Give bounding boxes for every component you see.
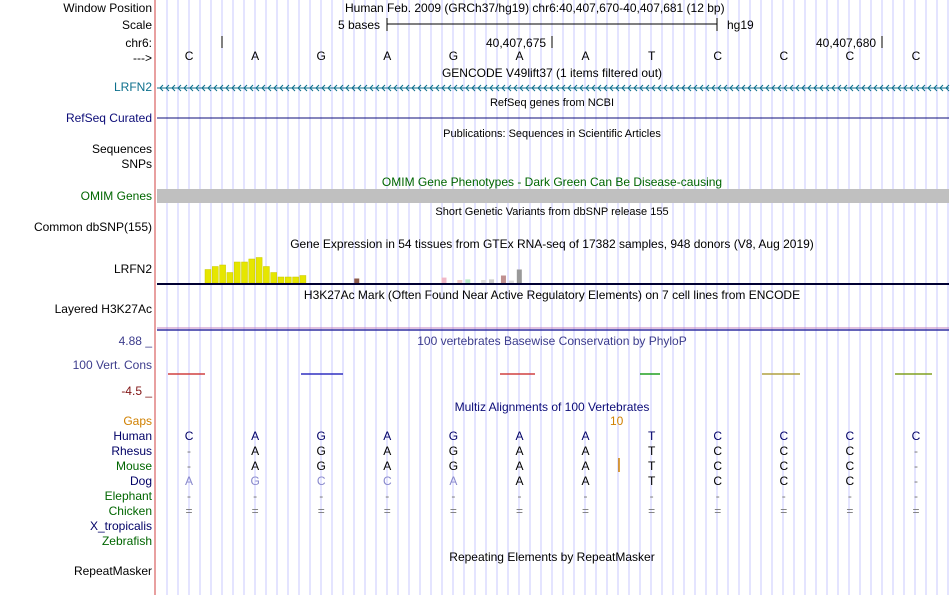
species-label[interactable]: Mouse xyxy=(115,459,152,473)
phylop-track-title: 100 vertebrates Basewise Conservation by PhyloP xyxy=(417,334,687,348)
alignment-base: = xyxy=(714,504,722,518)
gtex-bar xyxy=(263,267,269,284)
refseq-track-label[interactable]: RefSeq Curated xyxy=(65,111,152,125)
alignment-base: G xyxy=(316,459,326,473)
gtex-bar xyxy=(212,267,218,284)
alignment-base: - xyxy=(649,489,654,503)
alignment-base: - xyxy=(385,489,390,503)
refseq-track-title: RefSeq genes from NCBI xyxy=(489,97,615,109)
alignment-base: - xyxy=(253,489,258,503)
species-label[interactable]: Human xyxy=(113,429,152,443)
alignment-base: C xyxy=(845,459,855,473)
gtex-bar xyxy=(242,262,248,283)
alignment-base: A xyxy=(383,459,392,473)
species-label[interactable]: Zebrafish xyxy=(101,534,152,548)
alignment-base: - xyxy=(517,489,522,503)
gencode-track-label[interactable]: LRFN2 xyxy=(113,80,152,94)
gtex-bar xyxy=(293,277,299,283)
alignment-base: = xyxy=(449,504,457,518)
alignment-base: = xyxy=(515,504,523,518)
alignment-base: T xyxy=(647,444,656,458)
position-label-1: 40,407,675 xyxy=(486,36,547,50)
gtex-bar xyxy=(271,273,277,284)
alignment-base: C xyxy=(845,474,855,488)
base-letter: G xyxy=(316,49,326,63)
alignment-base: C xyxy=(779,444,789,458)
gtex-bar xyxy=(278,277,284,283)
base-letter: G xyxy=(448,49,459,63)
base-letter: C xyxy=(845,49,855,63)
alignment-base: A xyxy=(581,459,590,473)
gencode-track-title: GENCODE V49lift37 (1 items filtered out) xyxy=(441,66,663,80)
base-letter: A xyxy=(251,49,260,63)
alignment-base: - xyxy=(913,459,918,473)
strand-label: ---> xyxy=(133,51,152,65)
alignment-base: - xyxy=(847,489,852,503)
alignment-base: - xyxy=(781,489,786,503)
alignment-base: A xyxy=(185,474,194,488)
alignment-base: C xyxy=(779,474,789,488)
alignment-base: C xyxy=(382,474,392,488)
alignment-base: - xyxy=(187,489,192,503)
alignment-base: C xyxy=(713,474,723,488)
snps-track-label[interactable]: SNPs xyxy=(121,157,152,171)
gtex-bar xyxy=(249,259,255,283)
publications-track-title: Publications: Sequences in Scientific Articles xyxy=(443,128,661,140)
h3k27ac-track-label[interactable]: Layered H3K27Ac xyxy=(54,302,152,316)
species-label[interactable]: Dog xyxy=(129,474,152,488)
alignment-base: G xyxy=(250,474,260,488)
dbsnp-track-title: Short Genetic Variants from dbSNP release 155 xyxy=(435,206,669,218)
alignment-base: T xyxy=(647,429,656,443)
alignment-base: A xyxy=(251,444,260,458)
gtex-bar xyxy=(481,280,486,283)
alignment-base: C xyxy=(713,444,723,458)
alignment-base: A xyxy=(251,459,260,473)
alignment-base: A xyxy=(251,429,260,443)
gtex-bar xyxy=(354,279,359,284)
gtex-bar xyxy=(517,270,522,284)
species-label[interactable]: X_tropicalis xyxy=(89,519,152,533)
alignment-base: - xyxy=(913,474,918,488)
gtex-bar xyxy=(285,277,291,283)
gap-count: 10 xyxy=(610,414,624,428)
gtex-bar xyxy=(465,279,470,283)
multiz-track-title: Multiz Alignments of 100 Vertebrates xyxy=(454,400,650,414)
h3k27ac-track-title: H3K27Ac Mark (Often Found Near Active Regulatory Elements) on 7 cell lines from ENCODE xyxy=(303,288,801,302)
base-letter: C xyxy=(184,49,194,63)
alignment-base: A xyxy=(515,459,524,473)
chrom-label: chr6: xyxy=(125,36,152,50)
gtex-bar xyxy=(457,280,462,283)
gtex-bar xyxy=(441,278,446,283)
gtex-bar xyxy=(220,265,226,283)
alignment-base: A xyxy=(383,429,392,443)
alignment-base: = xyxy=(648,504,656,518)
sequences-track-label[interactable]: Sequences xyxy=(91,142,152,156)
alignment-base: = xyxy=(251,504,259,518)
omim-track-title: OMIM Gene Phenotypes - Dark Green Can Be Disease-causing xyxy=(381,175,723,189)
gtex-bar xyxy=(256,258,262,284)
alignment-base: A xyxy=(581,429,590,443)
repeatmasker-track-label[interactable]: RepeatMasker xyxy=(73,564,152,578)
alignment-base: - xyxy=(913,444,918,458)
species-label[interactable]: Elephant xyxy=(104,489,152,503)
gtex-bar xyxy=(501,276,506,284)
alignment-base: - xyxy=(913,489,918,503)
base-letter: C xyxy=(713,49,723,63)
alignment-base: A xyxy=(515,429,524,443)
gtex-bar xyxy=(234,262,240,283)
base-letter: C xyxy=(779,49,789,63)
phylop-min-label: -4.5 _ xyxy=(121,384,152,398)
alignment-base: = xyxy=(383,504,391,518)
alignment-base: G xyxy=(448,459,459,473)
alignment-base: A xyxy=(581,444,590,458)
alignment-base: C xyxy=(779,429,789,443)
alignment-base: - xyxy=(187,459,192,473)
scale-label: Scale xyxy=(121,18,152,32)
phylop-max-label: 4.88 _ xyxy=(118,334,152,348)
alignment-base: G xyxy=(316,429,326,443)
alignment-base: C xyxy=(713,459,723,473)
gaps-label: Gaps xyxy=(123,414,152,428)
alignment-base: A xyxy=(449,474,458,488)
alignment-base: G xyxy=(316,444,326,458)
gtex-bar xyxy=(205,270,211,284)
alignment-base: = xyxy=(780,504,788,518)
alignment-base: C xyxy=(845,429,855,443)
window-position-label: Window Position xyxy=(63,1,152,15)
gtex-bar xyxy=(509,281,514,283)
alignment-base: - xyxy=(715,489,720,503)
phylop-track-label[interactable]: 100 Vert. Cons xyxy=(72,358,152,372)
alignment-base: = xyxy=(582,504,590,518)
alignment-base: = xyxy=(185,504,193,518)
omim-track-label[interactable]: OMIM Genes xyxy=(80,189,152,203)
base-letter: C xyxy=(911,49,921,63)
base-letter: A xyxy=(581,49,590,63)
alignment-base: C xyxy=(911,429,921,443)
alignment-base: A xyxy=(383,444,392,458)
species-label[interactable]: Rhesus xyxy=(111,444,152,458)
alignment-base: C xyxy=(184,429,194,443)
alignment-base: - xyxy=(187,444,192,458)
base-letter: T xyxy=(647,49,656,63)
alignment-base: A xyxy=(581,474,590,488)
alignment-base: G xyxy=(448,429,459,443)
alignment-base: - xyxy=(583,489,588,503)
repeatmasker-track-title: Repeating Elements by RepeatMasker xyxy=(449,550,655,564)
alignment-base: C xyxy=(779,459,789,473)
gtex-bar xyxy=(227,273,233,284)
alignment-base: C xyxy=(713,429,723,443)
gtex-bar xyxy=(300,276,306,284)
alignment-base: A xyxy=(515,474,524,488)
alignment-base: = xyxy=(317,504,325,518)
gtex-track-title: Gene Expression in 54 tissues from GTEx RNA-seq of 17382 samples, 948 donors (V8, Aug 2019) xyxy=(290,237,814,251)
alignment-base: C xyxy=(316,474,326,488)
alignment-base: A xyxy=(515,444,524,458)
window-position-value: Human Feb. 2009 (GRCh37/hg19) chr6:40,407,670-40,407,681 (12 bp) xyxy=(345,1,725,15)
base-letter: A xyxy=(515,49,524,63)
scale-text: 5 bases xyxy=(338,18,381,32)
alignment-base: C xyxy=(845,444,855,458)
gtex-track-label[interactable]: LRFN2 xyxy=(113,262,152,276)
scale-assembly: hg19 xyxy=(727,18,754,32)
alignment-base: T xyxy=(647,474,656,488)
omim-bar xyxy=(157,189,949,203)
base-letter: A xyxy=(383,49,392,63)
alignment-base: = xyxy=(912,504,920,518)
position-label-2: 40,407,680 xyxy=(816,36,877,50)
dbsnp-track-label[interactable]: Common dbSNP(155) xyxy=(33,220,152,234)
gtex-bar xyxy=(489,279,494,283)
alignment-base: T xyxy=(647,459,656,473)
alignment-base: - xyxy=(451,489,456,503)
species-label[interactable]: Chicken xyxy=(108,504,152,518)
alignment-base: - xyxy=(319,489,324,503)
alignment-base: G xyxy=(448,444,459,458)
alignment-base: = xyxy=(846,504,854,518)
